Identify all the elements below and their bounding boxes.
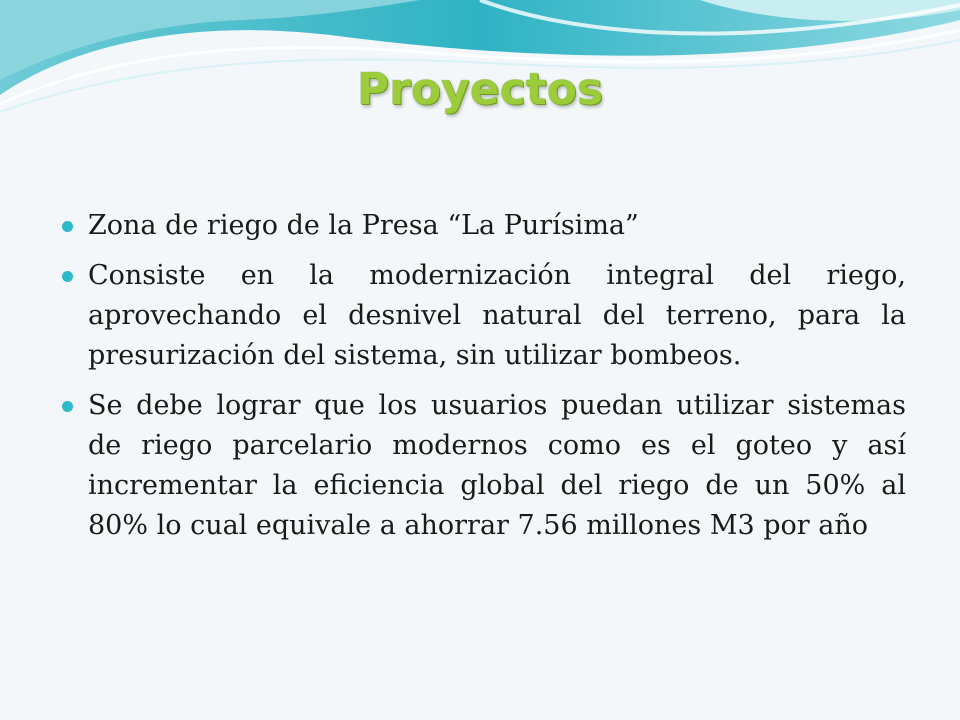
bullet-item: [62, 256, 906, 376]
slide-title: Proyectos: [356, 64, 604, 115]
bullet-item: [62, 386, 906, 546]
bullet-icon: [62, 401, 73, 412]
bullet-icon: [62, 271, 73, 282]
bullet-list: [62, 206, 906, 556]
bullet-text: Consiste en la modernización integral del riego, aprovechando el desnivel natural del terreno, para la presurización del sistema, sin utilizar bombeos.: [88, 260, 906, 371]
bullet-text: Zona de riego de la Presa “La Purísima”: [88, 210, 639, 241]
bullet-text: Se debe lograr que los usuarios puedan utilizar sistemas de riego parcelario modernos como es el goteo y así incrementar la eficiencia global del riego de un 50% al 80% lo cual equivale a ahorrar 7.56 millones M3 por año: [88, 390, 906, 541]
bullet-icon: [62, 221, 73, 232]
bullet-item: [62, 206, 906, 246]
